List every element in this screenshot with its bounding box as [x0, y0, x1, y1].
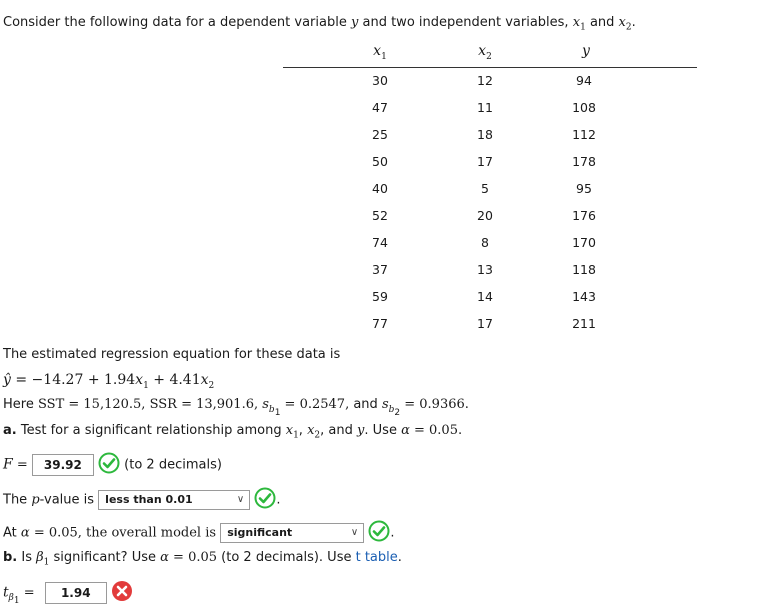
text: .: [276, 492, 281, 508]
part-a-question: [3, 423, 462, 441]
var-x2: x: [618, 15, 626, 30]
table-body: [283, 68, 697, 338]
t-statistic-input[interactable]: 1.94: [45, 582, 107, 604]
text: = 0.05, the overall model is: [29, 525, 217, 541]
cell-x1: 40: [372, 181, 388, 196]
data-table: [283, 37, 697, 338]
cell-y: 143: [572, 289, 596, 304]
sb1-value: = 0.2547,: [280, 397, 350, 412]
cell-x2: 13: [477, 262, 493, 277]
sub: 1: [43, 557, 50, 568]
sub: 2: [625, 22, 632, 33]
cell-y: 95: [576, 181, 592, 196]
f-hint: (to 2 decimals): [124, 457, 222, 473]
var-x: x: [285, 423, 294, 438]
intro-part: .: [631, 15, 636, 30]
check-circle-icon: [254, 487, 276, 513]
sub: 2: [314, 430, 321, 441]
cell-x2: 17: [477, 154, 493, 169]
sb2-value: = 0.9366.: [400, 397, 469, 412]
cell-x1: 47: [372, 100, 388, 115]
model-significance-selected: significant: [227, 526, 293, 539]
f-var: F: [3, 456, 13, 473]
header-x2: $x_2$: [478, 43, 492, 62]
t-var: t: [3, 584, 9, 601]
s-var: s: [262, 397, 269, 412]
eq-part: = −14.27 + 1.94: [10, 372, 136, 388]
table-row: [283, 122, 697, 149]
check-circle-icon: [368, 520, 390, 546]
intro-part: Consider the following data for a dependent variable: [3, 15, 347, 30]
p-value-selected: less than 0.01: [105, 493, 193, 506]
text: .: [397, 550, 402, 565]
header-y: y: [582, 43, 590, 59]
cell-y: 108: [572, 100, 596, 115]
text: -value is: [39, 492, 95, 508]
text: significant? Use: [53, 550, 156, 565]
intro-part: and two independent variables,: [362, 15, 569, 30]
f-statistic-row: [3, 452, 222, 478]
part-b-label: b.: [3, 550, 18, 565]
text: Is: [21, 550, 32, 565]
table-header: [283, 37, 697, 68]
var-x: x: [307, 423, 315, 438]
sub: 2: [208, 380, 215, 391]
text: .: [390, 525, 395, 541]
cell-y: 94: [576, 73, 592, 88]
eq-lhs: ŷ: [3, 372, 11, 388]
eq-part: + 4.41: [148, 372, 201, 388]
text: . Use: [364, 423, 397, 438]
cell-y: 118: [572, 262, 596, 277]
beta: β: [36, 550, 44, 565]
part-a-label: a.: [3, 423, 17, 438]
part-b-question: [3, 550, 402, 568]
ssr-value: = 13,901.6,: [176, 397, 263, 412]
cell-x2: 11: [477, 100, 493, 115]
intro-part: and: [589, 15, 615, 30]
t-statistic-row: $t_{\beta_1} = 1.94$: [3, 580, 133, 606]
text: Here: [3, 397, 34, 412]
sum-of-squares-line: Here SST = 15,120.5, SSR = 13,901.6, $s_{b_1} = 0.2547$, and $s_{b_2} = 0.9366$.: [3, 397, 469, 418]
alpha: α: [160, 550, 169, 565]
cell-x1: 37: [372, 262, 388, 277]
var-x1: x: [572, 15, 581, 30]
cell-x2: 8: [481, 235, 489, 250]
cell-x2: 12: [477, 73, 493, 88]
table-row: [283, 203, 697, 230]
text: , and: [320, 423, 353, 438]
table-row: [283, 149, 697, 176]
cell-x1: 52: [372, 208, 388, 223]
alpha: α: [401, 423, 410, 438]
p-value-select[interactable]: [98, 490, 250, 510]
sst-label: SST: [37, 397, 65, 412]
table-row: [283, 68, 697, 95]
text: (to 2 decimals). Use: [221, 550, 352, 565]
cell-x1: 74: [372, 235, 388, 250]
cell-x2: 17: [477, 316, 493, 331]
table-row: [283, 176, 697, 203]
p-var: p: [31, 492, 40, 508]
var-y: y: [357, 423, 365, 438]
alpha: α: [20, 525, 30, 541]
header-x1: $x_1$: [373, 43, 387, 62]
eq-x: x: [200, 372, 209, 388]
equals: =: [12, 457, 28, 473]
cell-y: 112: [572, 127, 596, 142]
regression-equation: [3, 372, 214, 391]
table-row: [283, 311, 697, 338]
table-row: [283, 230, 697, 257]
table-row: [283, 257, 697, 284]
estimated-label: The estimated regression equation for these data is: [3, 347, 341, 362]
text: ,: [298, 423, 303, 438]
sub: 1: [143, 380, 149, 391]
p-value-row: [3, 487, 280, 511]
text: and: [353, 397, 378, 412]
table-row: [283, 95, 697, 122]
cell-x1: 59: [372, 289, 388, 304]
f-statistic-input[interactable]: 39.92: [32, 454, 94, 476]
cell-x1: 50: [372, 154, 388, 169]
x-circle-icon: [111, 580, 133, 606]
cell-x1: 77: [372, 316, 388, 331]
check-circle-icon: [98, 452, 120, 478]
text: At: [3, 525, 17, 541]
chevron-down-icon: ∨: [236, 494, 245, 505]
s-var: s: [381, 397, 389, 412]
cell-y: 211: [572, 316, 596, 331]
text: Test for a significant relationship among: [20, 423, 282, 438]
alpha-value: = 0.05: [168, 550, 218, 565]
cell-y: 176: [572, 208, 596, 223]
cell-x2: 14: [477, 289, 493, 304]
ssr-label: SSR: [149, 397, 177, 412]
chevron-down-icon: ∨: [350, 527, 359, 538]
text: The: [3, 492, 28, 508]
intro-text: [3, 15, 636, 33]
cell-x2: 5: [481, 181, 489, 196]
cell-x1: 30: [372, 73, 388, 88]
cell-y: 178: [572, 154, 596, 169]
overall-model-row: [3, 520, 394, 544]
cell-x2: 20: [477, 208, 493, 223]
sub: 1: [293, 430, 299, 441]
table-row: [283, 284, 697, 311]
cell-x1: 25: [372, 127, 388, 142]
cell-y: 170: [572, 235, 596, 250]
sst-value: = 15,120.5,: [64, 397, 150, 412]
sub: 1: [580, 22, 586, 33]
equals: =: [19, 585, 35, 601]
cell-x2: 18: [477, 127, 493, 142]
model-significance-select[interactable]: [220, 523, 364, 543]
var-y: y: [351, 15, 359, 30]
eq-x: x: [135, 372, 144, 388]
alpha-value: = 0.05.: [409, 423, 463, 438]
t-table-link[interactable]: t table: [355, 550, 398, 565]
